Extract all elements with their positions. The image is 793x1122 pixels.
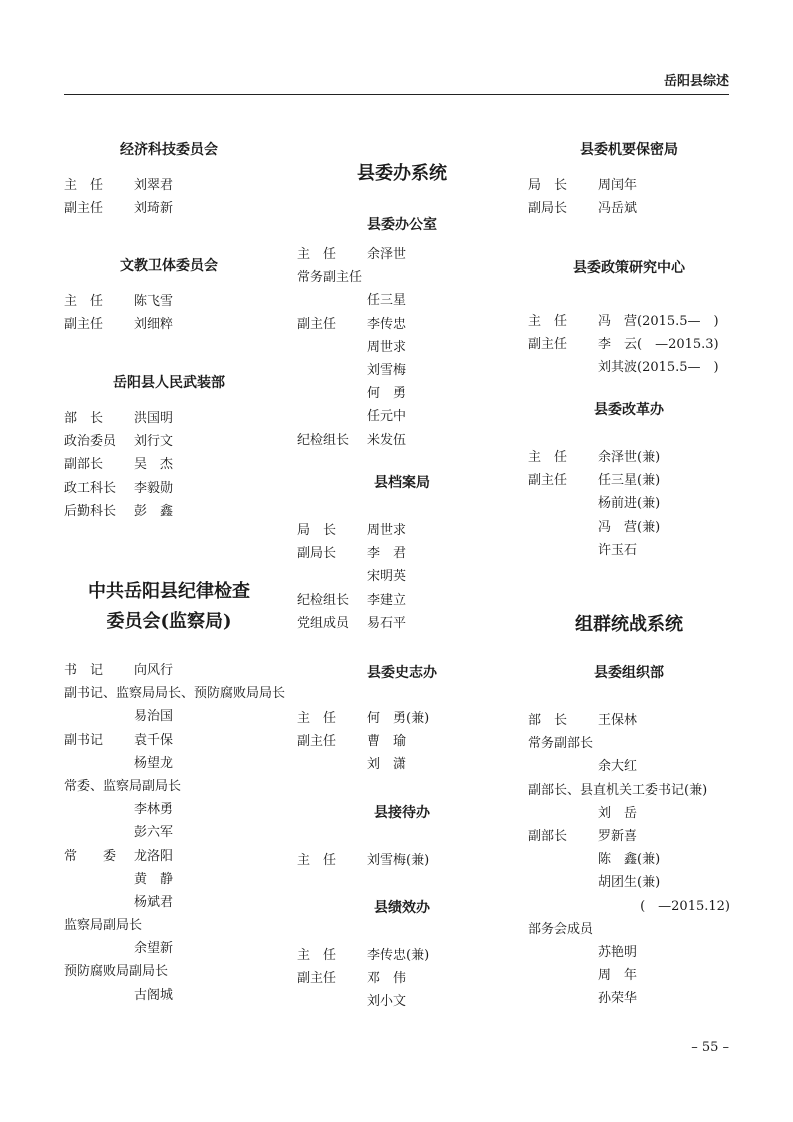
roster-row — [297, 313, 507, 336]
section-title: 县接待办 — [374, 805, 430, 821]
roster-row — [297, 519, 507, 542]
roster — [297, 944, 507, 1014]
person-name: 任三星(兼) — [598, 473, 661, 489]
person-name: 胡团生(兼) — [598, 875, 661, 891]
person-name: 刘 潇 — [367, 757, 407, 773]
position-title: 部务会成员 — [528, 921, 594, 937]
position-title: 常委、监察局副局长 — [64, 778, 182, 794]
roster-row — [297, 405, 507, 428]
roster-row — [528, 174, 730, 197]
position-title: 主 任 — [64, 294, 104, 309]
roster — [297, 519, 507, 635]
roster-row — [297, 243, 507, 266]
position-title: 主 任 — [528, 314, 568, 329]
roster-row — [64, 798, 274, 821]
roster-row — [528, 356, 730, 379]
roster-row — [64, 453, 274, 476]
position-title: 局 长 — [528, 178, 568, 193]
header-rule — [64, 94, 729, 95]
person-name: 古阁城 — [134, 987, 174, 1003]
person-name: 刘雪梅(兼) — [367, 853, 430, 868]
roster-row — [64, 313, 274, 336]
position-title: 主 任 — [297, 247, 337, 262]
roster-row — [528, 941, 730, 964]
section-title: 岳阳县人民武装部 — [113, 375, 225, 391]
roster-row — [64, 430, 274, 453]
person-name: 杨望龙 — [134, 755, 174, 771]
person-name: 李 君 — [367, 546, 407, 562]
roster-row — [528, 964, 730, 987]
roster-row — [64, 775, 274, 798]
person-name: 邓 伟 — [367, 971, 407, 987]
person-name: 冯 营(兼) — [598, 519, 661, 535]
roster-row — [64, 197, 274, 220]
roster-row — [64, 937, 274, 960]
roster-row — [297, 289, 507, 312]
person-name: 何 勇 — [367, 386, 407, 402]
position-title: 副主任 — [528, 337, 568, 353]
roster-row — [528, 918, 730, 941]
roster-row — [297, 336, 507, 359]
roster — [297, 849, 507, 872]
roster-row — [528, 197, 730, 220]
roster — [297, 243, 507, 452]
person-name: 刘其波(2015.5— ) — [598, 360, 719, 376]
roster-row — [528, 446, 730, 469]
roster-row — [528, 709, 730, 732]
position-title: 副局长 — [297, 546, 337, 562]
roster-row — [297, 589, 507, 612]
position-title: 常 委 — [64, 848, 117, 864]
roster-row — [297, 753, 507, 776]
person-name: 袁千保 — [134, 732, 174, 748]
person-name: 曹 瑜 — [367, 734, 407, 750]
position-title: 副部长 — [64, 457, 104, 473]
position-title: 政治委员 — [64, 434, 117, 450]
roster — [297, 707, 507, 777]
position-title: 主 任 — [64, 178, 104, 193]
roster-row — [297, 849, 507, 872]
person-name: 洪国明 — [134, 411, 174, 426]
section-title: 县委机要保密局 — [580, 142, 678, 158]
roster-row — [297, 612, 507, 635]
person-name: 黄 静 — [134, 871, 174, 887]
person-name: 陈 鑫(兼) — [598, 852, 661, 868]
person-name: 李 云( —2015.3) — [598, 337, 719, 353]
section-title: 县委组织部 — [594, 665, 664, 681]
person-name: 许玉石 — [598, 542, 638, 558]
roster-row — [528, 469, 730, 492]
person-name: 彭 鑫 — [134, 503, 174, 519]
position-title: 纪检组长 — [297, 432, 350, 448]
header-title: 岳阳县综述 — [663, 74, 729, 89]
person-name: 宋明英 — [367, 569, 407, 585]
roster-row — [528, 825, 730, 848]
section-title: 县委办公室 — [367, 217, 437, 233]
roster-row — [64, 500, 274, 523]
roster-row — [297, 967, 507, 990]
person-name: 陈飞雪 — [134, 294, 174, 309]
position-title: 局 长 — [297, 523, 337, 538]
roster-row — [64, 752, 274, 775]
roster — [64, 174, 274, 220]
roster — [528, 446, 730, 562]
person-name: 周 年 — [598, 968, 638, 984]
position-title: 常务副部长 — [528, 736, 594, 752]
section-jwwt — [64, 256, 274, 336]
position-title: 部 长 — [528, 713, 568, 728]
roster-row — [64, 821, 274, 844]
person-name: 冯 营(2015.5— ) — [598, 314, 719, 329]
section-title: 县委史志办 — [367, 665, 437, 681]
roster-row — [297, 565, 507, 588]
person-name: 周闰年 — [598, 178, 638, 193]
roster-row — [64, 868, 274, 891]
roster-row — [528, 871, 730, 894]
person-name: 米发伍 — [367, 432, 407, 448]
position-title: 副主任 — [297, 316, 337, 332]
roster-row — [528, 310, 730, 333]
position-title: 主 任 — [528, 450, 568, 465]
person-name: 彭六军 — [134, 825, 174, 841]
position-title: 预防腐败局副局长 — [64, 964, 169, 980]
section-jjkj — [64, 140, 274, 220]
person-name: 李林勇 — [134, 802, 174, 818]
system-title: 组群统战系统 — [575, 614, 683, 635]
position-title: 副主任 — [64, 317, 104, 333]
roster-row — [528, 895, 730, 918]
person-name: 杨前进(兼) — [598, 496, 661, 512]
person-name: 李传忠 — [367, 316, 407, 332]
section-szb — [297, 663, 507, 777]
section-title-line1: 中共岳阳县纪律检查 — [88, 581, 250, 602]
roster-row — [528, 848, 730, 871]
position-title: 监察局副局长 — [64, 918, 143, 934]
section-ggb — [528, 400, 730, 562]
person-name: 任元中 — [367, 409, 407, 425]
section-title: 县绩效办 — [374, 900, 430, 916]
roster-row — [64, 960, 274, 983]
roster-row — [528, 492, 730, 515]
person-name: 余望新 — [134, 941, 174, 957]
system-title: 县委办系统 — [357, 163, 447, 184]
person-name: 王保林 — [598, 713, 638, 728]
section-title: 县委政策研究中心 — [573, 260, 685, 276]
section-xwbgs — [297, 215, 507, 452]
roster-row — [297, 266, 507, 289]
position-title: 后勤科长 — [64, 503, 117, 519]
section-title: 县委改革办 — [594, 402, 664, 418]
roster-row — [64, 891, 274, 914]
roster-row — [297, 707, 507, 730]
person-name: ( —2015.12) — [640, 898, 730, 914]
section-title: 县档案局 — [374, 475, 430, 491]
person-name: 何 勇(兼) — [367, 711, 430, 726]
position-title: 主 任 — [297, 853, 337, 868]
person-name: 周世求 — [367, 339, 407, 355]
person-name: 余大红 — [598, 759, 638, 775]
roster-row — [528, 539, 730, 562]
person-name: 苏艳明 — [598, 944, 638, 960]
roster-row — [64, 682, 286, 705]
roster-row — [297, 990, 507, 1013]
section-title-line2: 委员会(监察局) — [106, 611, 232, 632]
roster-row — [528, 732, 730, 755]
roster-row — [64, 407, 274, 430]
roster — [528, 174, 730, 220]
person-name: 刘翠君 — [134, 178, 174, 193]
position-title: 书 记 — [64, 663, 104, 678]
person-name: 刘细粹 — [134, 317, 174, 333]
position-title: 部 长 — [64, 411, 104, 426]
person-name: 杨斌君 — [134, 894, 174, 910]
roster-row — [64, 845, 274, 868]
roster-row — [297, 944, 507, 967]
section-zcyj — [528, 258, 730, 380]
position-title: 副主任 — [64, 201, 104, 217]
person-name: 罗新喜 — [598, 828, 638, 844]
roster-row — [528, 779, 730, 802]
section-jjw — [64, 577, 286, 1007]
section-title: 经济科技委员会 — [120, 142, 218, 158]
person-name: 孙荣华 — [598, 991, 638, 1007]
section-zzb — [528, 663, 730, 1010]
person-name: 向风行 — [134, 663, 174, 678]
roster-row — [528, 987, 730, 1010]
roster-row — [64, 477, 274, 500]
position-title: 副部长 — [528, 828, 568, 844]
person-name: 龙洛阳 — [134, 848, 174, 864]
roster — [64, 407, 274, 523]
person-name: 余泽世 — [367, 247, 407, 262]
page-number: – 55 – — [691, 1040, 729, 1055]
section-jyb — [528, 140, 730, 220]
roster-row — [297, 542, 507, 565]
roster — [64, 659, 286, 1007]
roster-row — [297, 730, 507, 753]
position-title: 常务副主任 — [297, 270, 363, 286]
position-title: 副主任 — [297, 971, 337, 987]
position-title: 主 任 — [297, 711, 337, 726]
person-name: 刘雪梅 — [367, 362, 407, 378]
position-title: 副书记、监察局局长、预防腐败局局长 — [64, 686, 286, 702]
position-title: 党组成员 — [297, 615, 350, 631]
person-name: 周世求 — [367, 523, 407, 538]
roster-row — [64, 174, 274, 197]
position-title: 主 任 — [297, 948, 337, 963]
person-name: 冯岳斌 — [598, 201, 638, 217]
roster-row — [528, 802, 730, 825]
roster-row — [64, 729, 274, 752]
roster-row — [64, 705, 274, 728]
roster-row — [297, 359, 507, 382]
position-title: 副局长 — [528, 201, 568, 217]
roster — [64, 290, 274, 336]
position-title: 副书记 — [64, 732, 104, 748]
position-title: 纪检组长 — [297, 592, 350, 608]
roster-row — [297, 429, 507, 452]
roster-row — [64, 290, 274, 313]
roster-row — [64, 914, 274, 937]
position-title: 副主任 — [528, 473, 568, 489]
roster — [528, 709, 730, 1010]
section-dag — [297, 473, 507, 635]
person-name: 李毅勋 — [134, 480, 174, 496]
roster-row — [528, 333, 730, 356]
person-name: 余泽世(兼) — [598, 450, 661, 465]
section-jxb — [297, 898, 507, 1014]
person-name: 任三星 — [367, 293, 407, 309]
section-jdb — [297, 803, 507, 872]
roster-row — [64, 659, 274, 682]
section-title: 文教卫体委员会 — [120, 258, 218, 274]
person-name: 李建立 — [367, 592, 407, 608]
person-name: 吴 杰 — [134, 457, 174, 473]
roster-row — [64, 984, 274, 1007]
person-name: 刘琦新 — [134, 201, 174, 217]
position-title: 副主任 — [297, 734, 337, 750]
person-name: 李传忠(兼) — [367, 948, 430, 963]
roster-row — [528, 755, 730, 778]
roster-row — [297, 382, 507, 405]
person-name: 刘小文 — [367, 994, 407, 1010]
person-name: 易治国 — [134, 709, 174, 725]
position-title: 政工科长 — [64, 480, 117, 496]
roster — [528, 310, 730, 380]
person-name: 刘 岳 — [598, 805, 638, 821]
roster-row — [528, 516, 730, 539]
person-name: 易石平 — [367, 615, 407, 631]
position-title: 副部长、县直机关工委书记(兼) — [528, 782, 708, 798]
section-wzb — [64, 373, 274, 523]
person-name: 刘行文 — [134, 434, 174, 450]
